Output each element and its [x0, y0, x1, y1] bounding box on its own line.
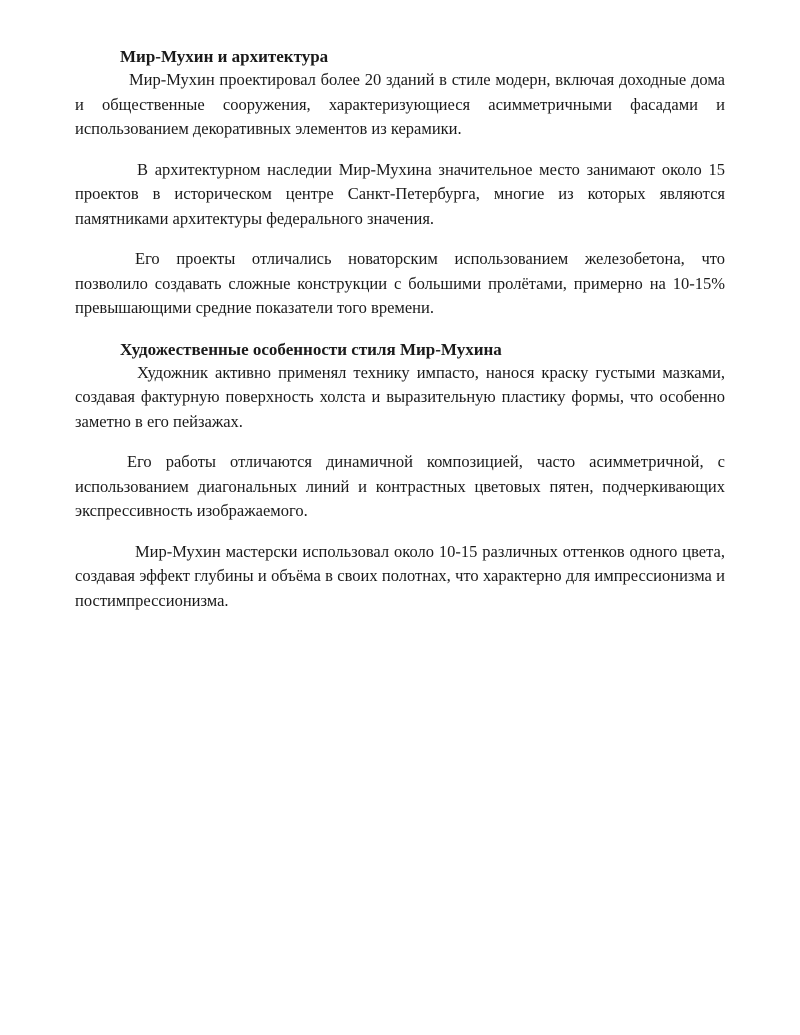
section-heading: Мир-Мухин и архитектура	[120, 47, 329, 66]
section-art-style	[75, 339, 725, 614]
paragraph: Мир-Мухин мастерски использовал около 10-15 различных оттенков одного цвета, создавая эффект глубины и объёма в своих полотнах, что характерно для импрессионизма и постимпрессионизма.	[75, 541, 725, 610]
paragraph: В архитектурном наследии Мир-Мухина значительное место занимают около 15 проектов в историческом центре Санкт-Петербурга, многие из которых являются памятниками архитектуры федерального значения.	[75, 159, 725, 228]
paragraph: Художник активно применял технику импасто, нанося краску густыми мазками, создавая фактурную поверхность холста и выразительную пластику формы, что особенно заметно в его пейзажах.	[75, 362, 725, 431]
section-heading: Художественные особенности стиля Мир-Мухина	[120, 339, 502, 359]
paragraph: Его работы отличаются динамичной композицией, часто асимметричной, с использованием диагональных линий и контрастных цветовых пятен, подчеркивающих экспрессивность изображаемого.	[75, 452, 725, 520]
paragraph: Мир-Мухин проектировал более 20 зданий в стиле модерн, включая доходные дома и общественные сооружения, характеризующиеся асимметричными фасадами и использованием декоративных элементов из керамики.	[75, 70, 725, 138]
paragraph: Его проекты отличались новаторским использованием железобетона, что позволило создавать сложные конструкции с большими пролётами, примерно на 10-15% превышающими средние показатели того времени.	[75, 249, 725, 317]
section-architecture	[75, 46, 725, 321]
document-page	[75, 46, 725, 613]
